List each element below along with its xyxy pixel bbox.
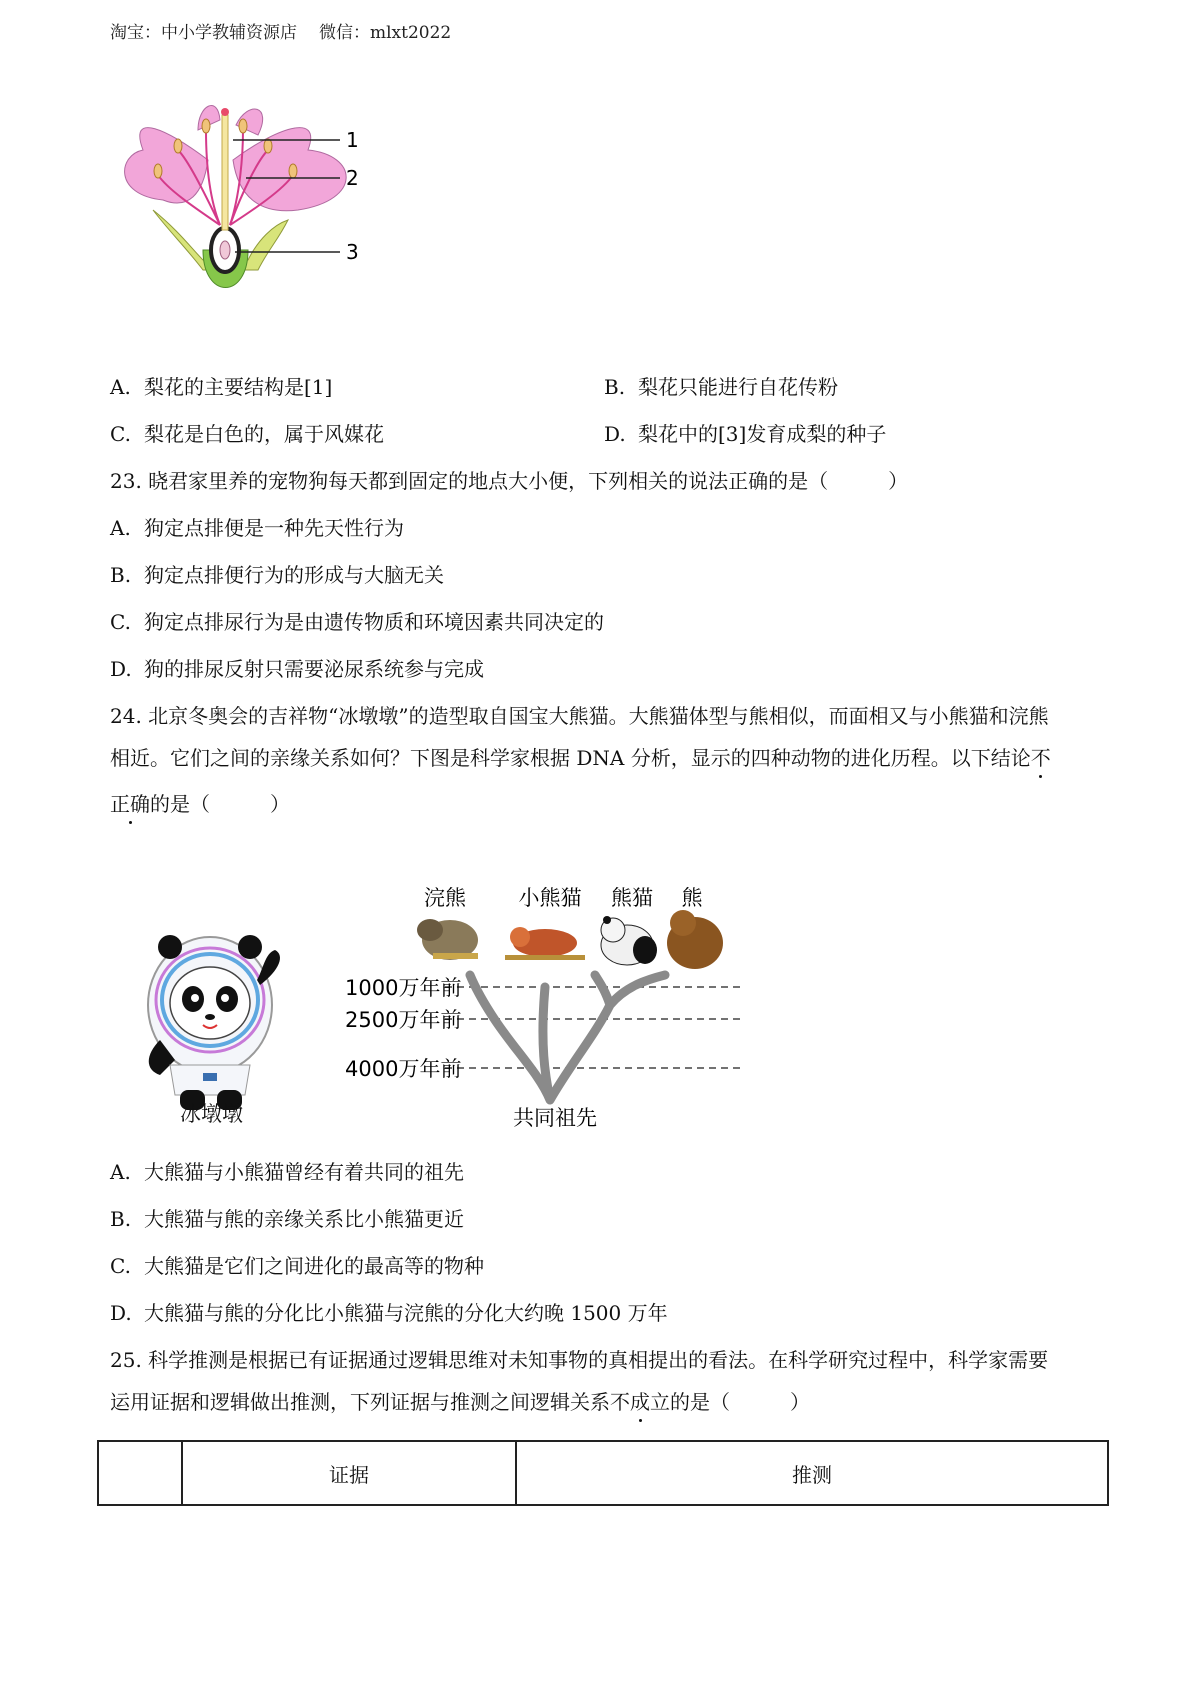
table-header-blank <box>98 1441 182 1505</box>
mascot-name: 冰墩墩 <box>180 1102 243 1126</box>
q22-option-d: D. 梨花中的[3]发育成梨的种子 <box>604 422 887 446</box>
q23-option-c: C. 狗定点排尿行为是由遗传物质和环境因素共同决定的 <box>110 610 604 634</box>
bing-dwen-dwen-figure <box>135 925 300 1120</box>
table-header-evidence: 证据 <box>182 1441 516 1505</box>
q24-option-c: C. 大熊猫是它们之间进化的最高等的物种 <box>110 1254 484 1278</box>
q25-stem-line1: 25. 科学推测是根据已有证据通过逻辑思维对未知事物的真相提出的看法。在科学研究过程中，科学家需要 <box>110 1348 1049 1372</box>
animal-label-red-panda: 小熊猫 <box>518 886 582 910</box>
shop-name: 淘宝：中小学教辅资源店 <box>110 23 297 43</box>
q23-option-a: A. 狗定点排便是一种先天性行为 <box>110 516 404 540</box>
evidence-table <box>97 1440 1109 1506</box>
time-label-2500: 2500万年前 <box>345 1008 462 1032</box>
ovule <box>220 241 230 259</box>
giant-panda-icon <box>601 916 657 965</box>
q23-stem: 23. 晓君家里养的宠物狗每天都到固定的地点大小便，下列相关的说法正确的是（ ） <box>110 469 909 493</box>
style-stalk <box>222 115 228 230</box>
q24-option-b: B. 大熊猫与熊的亲缘关系比小熊猫更近 <box>110 1207 464 1231</box>
q24-option-d: D. 大熊猫与熊的分化比小熊猫与浣熊的分化大约晚 1500 万年 <box>110 1301 668 1325</box>
wechat-id: 微信：mlxt2022 <box>319 23 452 43</box>
red-panda-icon <box>505 927 585 960</box>
emphasis-dot-text: 正确 <box>110 792 150 816</box>
time-label-1000: 1000万年前 <box>345 976 462 1000</box>
emphasis-dot-text: 不成立 <box>610 1390 670 1414</box>
q25-stem-line2: 运用证据和逻辑做出推测，下列证据与推测之间逻辑关系不成立的是（ ） <box>110 1390 810 1414</box>
q22-option-c: C. 梨花是白色的，属于风媒花 <box>110 422 384 446</box>
flower-label-1: 1 <box>346 128 359 152</box>
tree-branches <box>470 975 665 1100</box>
animal-label-giant-panda: 熊猫 <box>611 886 653 910</box>
animal-label-bear: 熊 <box>681 886 703 910</box>
table-header-inference: 推测 <box>516 1441 1108 1505</box>
q24-option-a: A. 大熊猫与小熊猫曾经有着共同的祖先 <box>110 1160 464 1184</box>
flower-label-3: 3 <box>346 240 359 264</box>
ancestor-label: 共同祖先 <box>513 1106 597 1130</box>
table-row <box>98 1441 1108 1505</box>
stigma <box>221 108 229 116</box>
flower-label-2: 2 <box>346 166 359 190</box>
bear-icon <box>667 910 723 969</box>
q24-stem-line1: 24. 北京冬奥会的吉祥物“冰墩墩”的造型取自国宝大熊猫。大熊猫体型与熊相似，而面相又与小熊猫和浣熊 <box>110 704 1049 728</box>
q23-option-d: D. 狗的排尿反射只需要泌尿系统参与完成 <box>110 657 484 681</box>
time-label-4000: 4000万年前 <box>345 1057 462 1081</box>
q24-stem-line2: 相近。它们之间的亲缘关系如何？下图是科学家根据 DNA 分析，显示的四种动物的进化历程。以下结论不 <box>110 746 1051 770</box>
q22-option-a: A. 梨花的主要结构是[1] <box>110 375 333 399</box>
q22-option-b: B. 梨花只能进行自花传粉 <box>604 375 838 399</box>
flower-structure-figure <box>108 100 378 315</box>
emphasis-dot-text: 不 <box>1030 746 1051 770</box>
raccoon-icon <box>417 919 478 960</box>
page-header <box>110 18 451 43</box>
q24-stem-line3: 正确的是（ ） <box>110 792 290 816</box>
evolution-tree-figure <box>345 875 755 1135</box>
petals <box>125 106 347 211</box>
q23-option-b: B. 狗定点排便行为的形成与大脑无关 <box>110 563 444 587</box>
animal-label-raccoon: 浣熊 <box>424 886 466 910</box>
